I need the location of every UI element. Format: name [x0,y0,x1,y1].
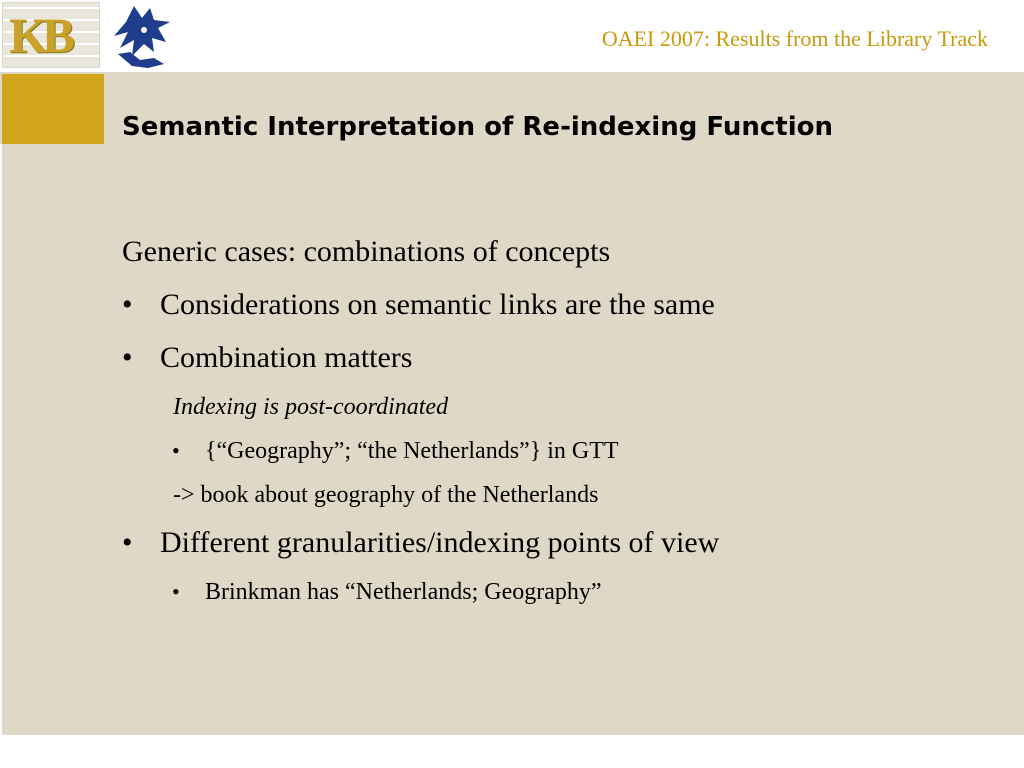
slide-content [122,232,1002,620]
sub-heading: Indexing is post-coordinated [173,394,449,420]
bullet-marker: • [122,341,133,374]
slide-title: Semantic Interpretation of Re-indexing Function [122,112,833,142]
left-divider [0,144,2,735]
kb-logo [2,2,100,68]
bullet-text: Different granularities/indexing points of view [160,526,720,559]
sub-bullet-item [122,435,1002,479]
content-line: Generic cases: combinations of concepts [122,235,611,268]
bullet-marker: • [122,288,133,321]
bullet-item [122,338,1002,391]
sub-bullet-text: Brinkman has “Netherlands; Geography” [205,579,602,605]
sub-bullet-text: {“Geography”; “the Netherlands”} in GTT [205,438,619,464]
kb-logo-text: KB [9,7,70,63]
lion-logo-icon [104,2,176,70]
bullet-item [122,285,1002,338]
bullet-marker: • [172,438,180,463]
presentation-title: OAEI 2007: Results from the Library Track [601,26,988,51]
header-bar [0,0,1024,72]
sub-bullet-item [122,576,1002,620]
footer-bar [0,735,1024,768]
sub-text: -> book about geography of the Netherlands [173,482,599,508]
bullet-marker: • [122,526,133,559]
bullet-item [122,523,1002,576]
bullet-text: Considerations on semantic links are the same [160,288,715,321]
bullet-marker: • [172,579,180,604]
accent-block [2,74,104,144]
bullet-text: Combination matters [160,341,413,374]
